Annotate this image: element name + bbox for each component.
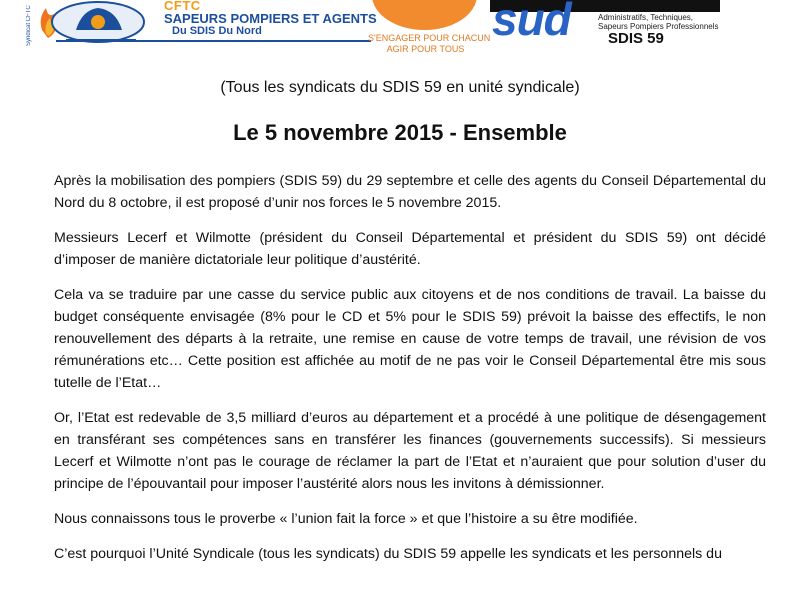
paragraph: Après la mobilisation des pompiers (SDIS 59) du 29 septembre et celle des agents du Conseil Départemental du Nord du 8 octobre, il est proposé d’unir nos forces le 5 novembre 2015. — [54, 173, 766, 211]
document-subtitle: (Tous les syndicats du SDIS 59 en unité syndicale) — [220, 79, 580, 96]
sud-sdis-label: SDIS 59 — [608, 30, 664, 47]
letterhead — [0, 0, 800, 56]
document-body — [54, 170, 766, 578]
cftc-underline — [56, 40, 371, 42]
paragraph: Nous connaissons tous le proverbe « l’union fait la force » et que l’histoire a su être modifiée. — [54, 511, 638, 527]
middle-logo — [368, 0, 491, 56]
paragraph: C’est pourquoi l’Unité Syndicale (tous les syndicats) du SDIS 59 appelle les syndicats et les personnels du — [54, 546, 722, 562]
cftc-side-text: Syndicat CFTC — [26, 5, 32, 46]
paragraph: Cela va se traduire par une casse du service public aux citoyens et de nos conditions de travail. La baisse du budget conséquente envisagée (8% pour le CD et 5% pour le SDIS 59) prévoit la baisse des effectifs, le non renouvellement des départs à la retraite, une remise en cause de votre temps de travail, une révision de vos rémunérations etc… Cette position est affichée au motif de ne pas voir le Conseil Départemental être mis sous tutelle de l’Etat… — [54, 287, 766, 391]
middle-tagline-1: S'ENGAGER POUR CHACUN — [368, 33, 491, 43]
sud-brand: sud — [492, 0, 571, 45]
middle-tagline-2: AGIR POUR TOUS — [386, 44, 465, 54]
cftc-line2: Du SDIS Du Nord — [172, 25, 262, 37]
paragraph: Or, l’Etat est redevable de 3,5 milliard d’euros au département et a procédé à une politique de désengagement en transférant ses compétences sans en transférer les finances (gouvernements successifs). Si messieurs Lecerf et Wilmotte n’ont pas le courage de réclamer la part de l’Etat et n’auraient que pour solution d’user du principe de l’épouvantail pour imposer l’austérité alors nous les invitons à démissionner. — [54, 410, 766, 492]
cftc-logo — [26, 0, 377, 46]
document-title: Le 5 novembre 2015 - Ensemble — [233, 120, 567, 145]
cftc-line1: SAPEURS POMPIERS ET AGENTS — [164, 11, 377, 26]
orange-disc-icon — [372, 0, 477, 30]
cftc-brand: CFTC — [164, 0, 201, 13]
paragraph: Messieurs Lecerf et Wilmotte (président du Conseil Départemental et président du SDIS 59) ont décidé d’imposer de manière dictatoriale leur politique d’austérité. — [54, 230, 766, 268]
sud-subtitle-1: Administratifs, Techniques, — [598, 13, 694, 22]
sud-subtitle-2: Sapeurs Pompiers Professionnels — [598, 22, 719, 31]
sud-logo — [490, 0, 750, 50]
